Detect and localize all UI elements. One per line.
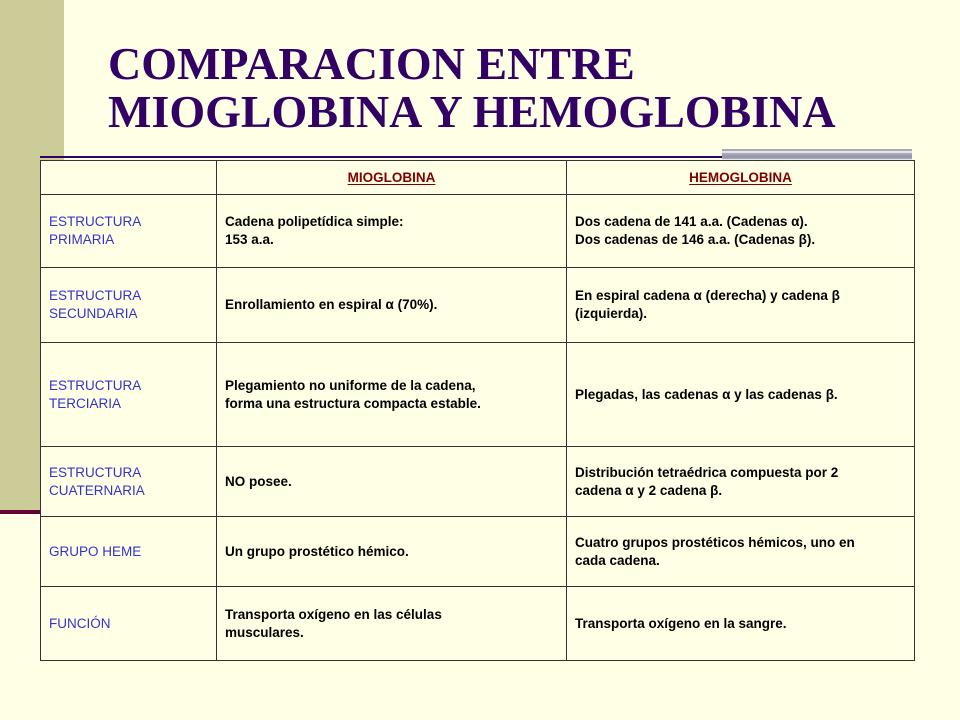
header-mioglobina: MIOGLOBINA xyxy=(217,161,567,195)
header-empty-cell xyxy=(41,161,217,195)
row-label-line: ESTRUCTURA xyxy=(49,464,142,480)
cell-line: (izquierda). xyxy=(575,306,648,321)
row-label xyxy=(41,195,217,268)
row-label xyxy=(41,587,217,661)
hemoglobina-cell xyxy=(567,268,915,343)
hemoglobina-cell xyxy=(567,343,915,447)
hemoglobina-cell xyxy=(567,447,915,517)
table-row xyxy=(41,195,915,268)
row-label-line: SECUNDARIA xyxy=(49,306,138,321)
title-divider xyxy=(40,156,742,158)
mioglobina-cell xyxy=(217,343,567,447)
hemoglobina-cell xyxy=(567,587,915,661)
header-hemoglobina: HEMOGLOBINA xyxy=(567,161,915,195)
cell-line: Dos cadena de 141 a.a. (Cadenas α). xyxy=(575,214,808,229)
cell-line: Cuatro grupos prostéticos hémicos, uno en xyxy=(575,534,855,550)
hemoglobina-cell xyxy=(567,195,915,268)
title-divider-accent-line xyxy=(722,155,912,158)
cell-line: Un grupo prostético hémico. xyxy=(225,543,409,559)
row-label-line: ESTRUCTURA xyxy=(49,288,142,303)
page-title xyxy=(108,40,836,136)
mioglobina-cell xyxy=(217,517,567,587)
row-label-line: TERCIARIA xyxy=(49,395,122,411)
comparison-table xyxy=(40,160,915,661)
cell-line: forma una estructura compacta estable. xyxy=(225,395,481,411)
mioglobina-cell xyxy=(217,195,567,268)
table-row xyxy=(41,447,915,517)
cell-line: Dos cadenas de 146 a.a. (Cadenas β). xyxy=(575,232,816,247)
cell-line: musculares. xyxy=(225,624,304,640)
cell-line: 153 a.a. xyxy=(225,232,274,247)
row-label-line: ESTRUCTURA xyxy=(49,214,142,229)
cell-line: Plegadas, las cadenas α y las cadenas β. xyxy=(575,386,838,402)
row-label-line: CUATERNARIA xyxy=(49,482,145,498)
table-row xyxy=(41,517,915,587)
mioglobina-cell xyxy=(217,268,567,343)
cell-line: NO posee. xyxy=(225,473,292,489)
row-label-line: PRIMARIA xyxy=(49,232,115,247)
cell-line: Transporta oxígeno en la sangre. xyxy=(575,615,787,631)
mioglobina-cell xyxy=(217,587,567,661)
cell-line: En espiral cadena α (derecha) y cadena β xyxy=(575,288,840,303)
row-label xyxy=(41,343,217,447)
row-label xyxy=(41,268,217,343)
row-label-line: FUNCIÓN xyxy=(49,615,111,631)
cell-line: Transporta oxígeno en las células xyxy=(225,606,442,622)
title-line-1: COMPARACION ENTRE xyxy=(108,38,635,89)
table-row xyxy=(41,268,915,343)
title-line-2: MIOGLOBINA Y HEMOGLOBINA xyxy=(108,86,836,137)
hemoglobina-cell xyxy=(567,517,915,587)
cell-line: cadena α y 2 cadena β. xyxy=(575,482,723,498)
mioglobina-cell xyxy=(217,447,567,517)
row-label xyxy=(41,517,217,587)
cell-line: cada cadena. xyxy=(575,552,660,568)
row-label-line: GRUPO HEME xyxy=(49,543,142,559)
cell-line: Cadena polipetídica simple: xyxy=(225,214,404,229)
table-header-row xyxy=(41,161,915,195)
cell-line: Distribución tetraédrica compuesta por 2 xyxy=(575,464,839,480)
table-row xyxy=(41,587,915,661)
table-row xyxy=(41,343,915,447)
cell-line: Plegamiento no uniforme de la cadena, xyxy=(225,377,476,393)
cell-line: Enrollamiento en espiral α (70%). xyxy=(225,297,438,312)
row-label-line: ESTRUCTURA xyxy=(49,377,142,393)
row-label xyxy=(41,447,217,517)
